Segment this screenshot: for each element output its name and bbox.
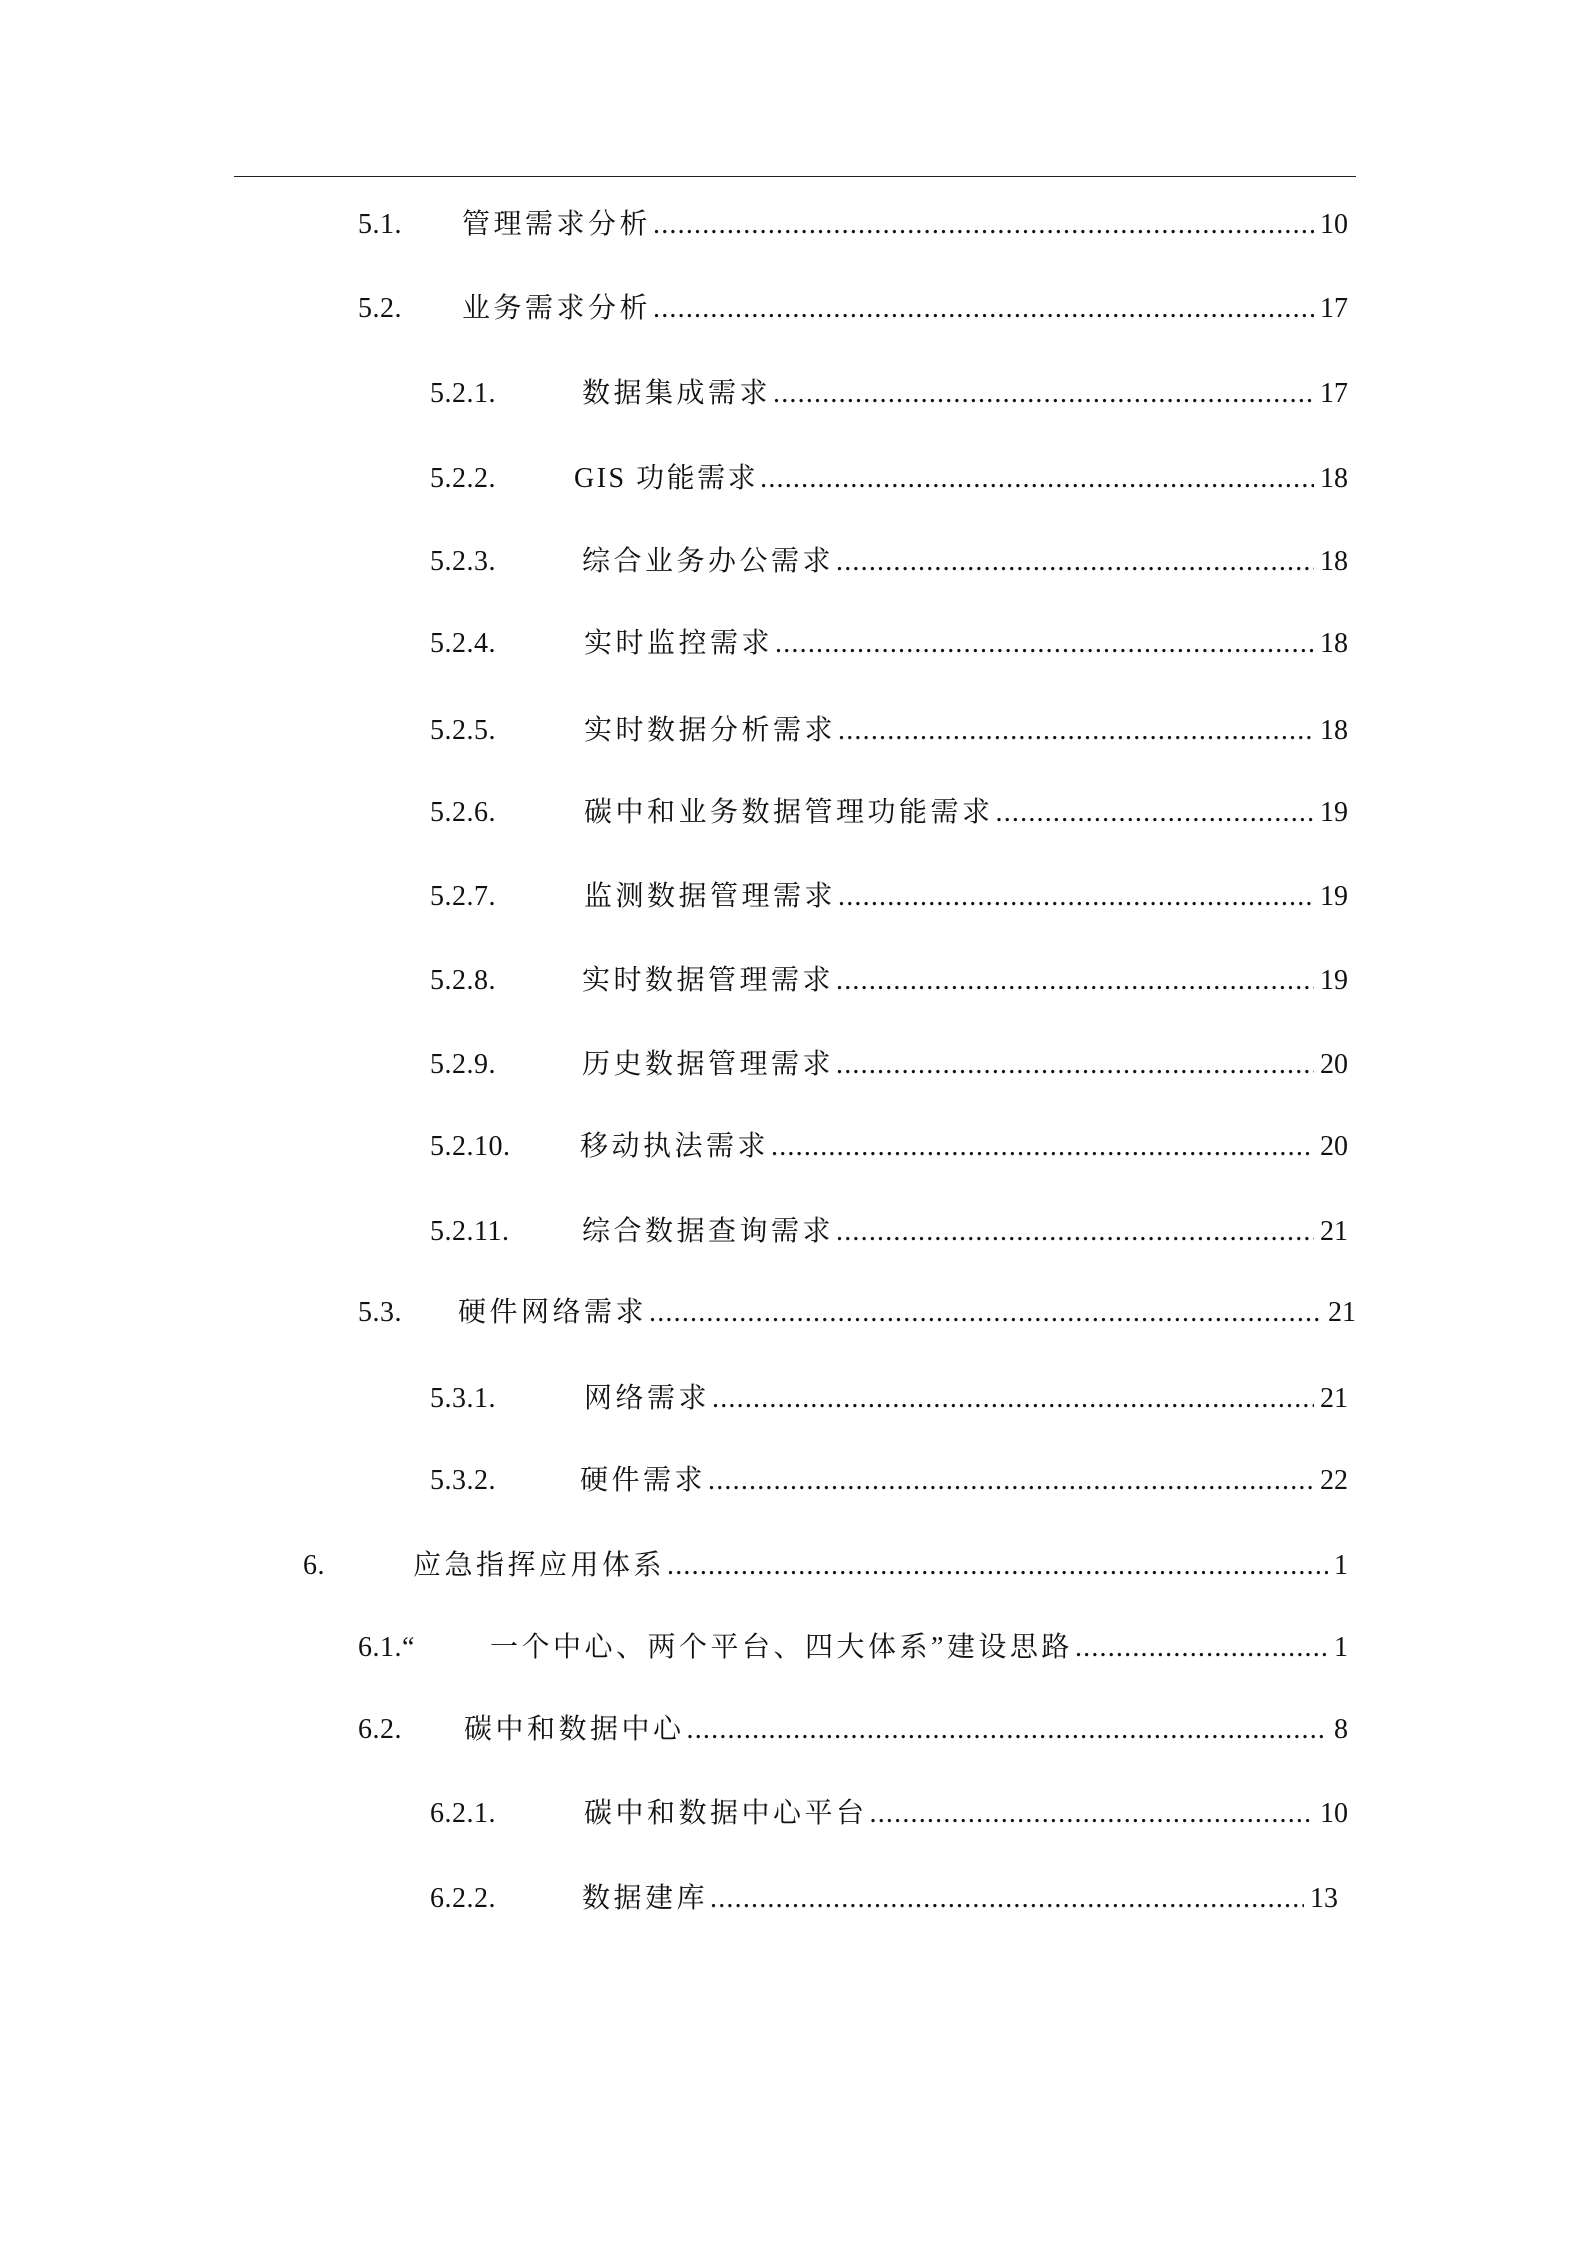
toc-entry[interactable] — [430, 1045, 1348, 1085]
toc-number: 5.3.2. — [430, 1465, 496, 1496]
toc-page-number: 21 — [1320, 1383, 1348, 1414]
toc-entry[interactable] — [430, 877, 1348, 917]
toc-page-number: 19 — [1320, 881, 1348, 912]
toc-page-number: 18 — [1320, 546, 1348, 577]
toc-number: 5.2.9. — [430, 1049, 496, 1080]
toc-page-number: 13 — [1310, 1883, 1338, 1914]
toc-leader — [996, 793, 1314, 833]
toc-leader — [712, 1379, 1314, 1419]
toc-title: 数据集成需求 — [582, 378, 772, 409]
toc-title: 碳中和数据中心平台 — [584, 1798, 868, 1829]
toc-entry[interactable] — [430, 459, 1348, 499]
toc-leader — [836, 961, 1314, 1001]
toc-leader — [836, 1212, 1314, 1252]
toc-title: 历史数据管理需求 — [582, 1049, 835, 1080]
toc-leader — [760, 459, 1314, 499]
toc-title: 监测数据管理需求 — [584, 881, 837, 912]
toc-page-number: 18 — [1320, 463, 1348, 494]
toc-title: 一个中心、两个平台、四大体系”建设思路 — [490, 1632, 1073, 1663]
toc-page-number: 19 — [1320, 965, 1348, 996]
toc-entry[interactable] — [358, 1293, 1356, 1333]
toc-number: 5.2.7. — [430, 881, 496, 912]
toc-number: 5.2.3. — [430, 546, 496, 577]
toc-title: 碳中和数据中心 — [464, 1714, 685, 1745]
toc-entry[interactable] — [430, 1879, 1338, 1919]
toc-leader — [653, 289, 1314, 329]
toc-page-number: 20 — [1320, 1049, 1348, 1080]
toc-title: 网络需求 — [584, 1383, 711, 1414]
toc-leader — [870, 1794, 1314, 1834]
toc-page-number: 10 — [1320, 209, 1348, 240]
toc-title: 管理需求分析 — [462, 209, 652, 240]
toc-number: 5.2.11. — [430, 1216, 510, 1247]
toc-entry[interactable] — [430, 793, 1348, 833]
toc-title: 综合数据查询需求 — [582, 1216, 835, 1247]
toc-leader — [836, 542, 1314, 582]
toc-leader — [775, 624, 1314, 664]
toc-title: 实时监控需求 — [584, 628, 774, 659]
toc-page-number: 18 — [1320, 715, 1348, 746]
toc-title: 硬件网络需求 — [458, 1297, 648, 1328]
toc-number: 6.2.2. — [430, 1883, 496, 1914]
toc-page-number: 18 — [1320, 628, 1348, 659]
toc-number: 5.2.8. — [430, 965, 496, 996]
toc-number: 5.3.1. — [430, 1383, 496, 1414]
toc-entry[interactable] — [358, 289, 1348, 329]
toc-page-number: 19 — [1320, 797, 1348, 828]
toc-number: 6.2.1. — [430, 1798, 496, 1829]
toc-leader — [649, 1293, 1322, 1333]
toc-title: 实时数据分析需求 — [584, 715, 837, 746]
toc-entry[interactable] — [430, 1461, 1348, 1501]
toc-entry[interactable] — [430, 374, 1348, 414]
toc-page-number: 20 — [1320, 1131, 1348, 1162]
header-rule — [234, 176, 1356, 177]
toc-number: 5.2.1. — [430, 378, 496, 409]
toc-title: 应急指挥应用体系 — [413, 1550, 666, 1581]
toc-number: 5.1. — [358, 209, 402, 240]
toc-leader — [710, 1879, 1304, 1919]
toc-title: 业务需求分析 — [462, 293, 652, 324]
toc-number: 6.1.“ — [358, 1632, 415, 1663]
toc-title: 碳中和业务数据管理功能需求 — [584, 797, 994, 828]
toc-entry[interactable] — [430, 1127, 1348, 1167]
toc-number: 6.2. — [358, 1714, 402, 1745]
toc-entry[interactable] — [430, 542, 1348, 582]
toc-number: 5.2.2. — [430, 463, 496, 494]
toc-page-number: 21 — [1320, 1216, 1348, 1247]
toc-number: 5.2.6. — [430, 797, 496, 828]
toc-entry[interactable] — [303, 1546, 1348, 1586]
toc-page-number: 17 — [1320, 378, 1348, 409]
toc-entry[interactable] — [430, 961, 1348, 1001]
toc-leader — [771, 1127, 1314, 1167]
toc-page-number: 8 — [1334, 1714, 1348, 1745]
toc-entry[interactable] — [358, 205, 1348, 245]
toc-title: 硬件需求 — [580, 1465, 707, 1496]
toc-title: 数据建库 — [582, 1883, 709, 1914]
toc-number: 5.2.10. — [430, 1131, 511, 1162]
toc-title: 实时数据管理需求 — [582, 965, 835, 996]
toc-leader — [667, 1546, 1328, 1586]
toc-leader — [708, 1461, 1314, 1501]
toc-page-number: 1 — [1334, 1632, 1348, 1663]
toc-entry[interactable] — [430, 1794, 1348, 1834]
toc-entry[interactable] — [430, 1379, 1348, 1419]
toc-leader — [838, 711, 1314, 751]
toc-page-number: 10 — [1320, 1798, 1348, 1829]
toc-number: 6. — [303, 1550, 325, 1581]
toc-entry[interactable] — [430, 1212, 1348, 1252]
toc-leader — [653, 205, 1314, 245]
toc-title: 移动执法需求 — [580, 1131, 770, 1162]
toc-page-number: 17 — [1320, 293, 1348, 324]
toc-number: 5.2. — [358, 293, 402, 324]
toc-entry[interactable] — [358, 1710, 1348, 1750]
toc-entry[interactable] — [430, 711, 1348, 751]
toc-number: 5.3. — [358, 1297, 402, 1328]
toc-entry[interactable] — [430, 624, 1348, 664]
toc-number: 5.2.4. — [430, 628, 496, 659]
toc-title: GIS 功能需求 — [574, 463, 759, 494]
toc-page-number: 22 — [1320, 1465, 1348, 1496]
toc-entry[interactable] — [358, 1628, 1348, 1668]
toc-leader — [836, 1045, 1314, 1085]
toc-leader — [773, 374, 1314, 414]
toc-leader — [1075, 1628, 1328, 1668]
toc-leader — [687, 1710, 1328, 1750]
toc-leader — [838, 877, 1314, 917]
toc-number: 5.2.5. — [430, 715, 496, 746]
toc-title: 综合业务办公需求 — [582, 546, 835, 577]
toc-page-number: 21 — [1328, 1297, 1356, 1328]
toc-page-number: 1 — [1334, 1550, 1348, 1581]
